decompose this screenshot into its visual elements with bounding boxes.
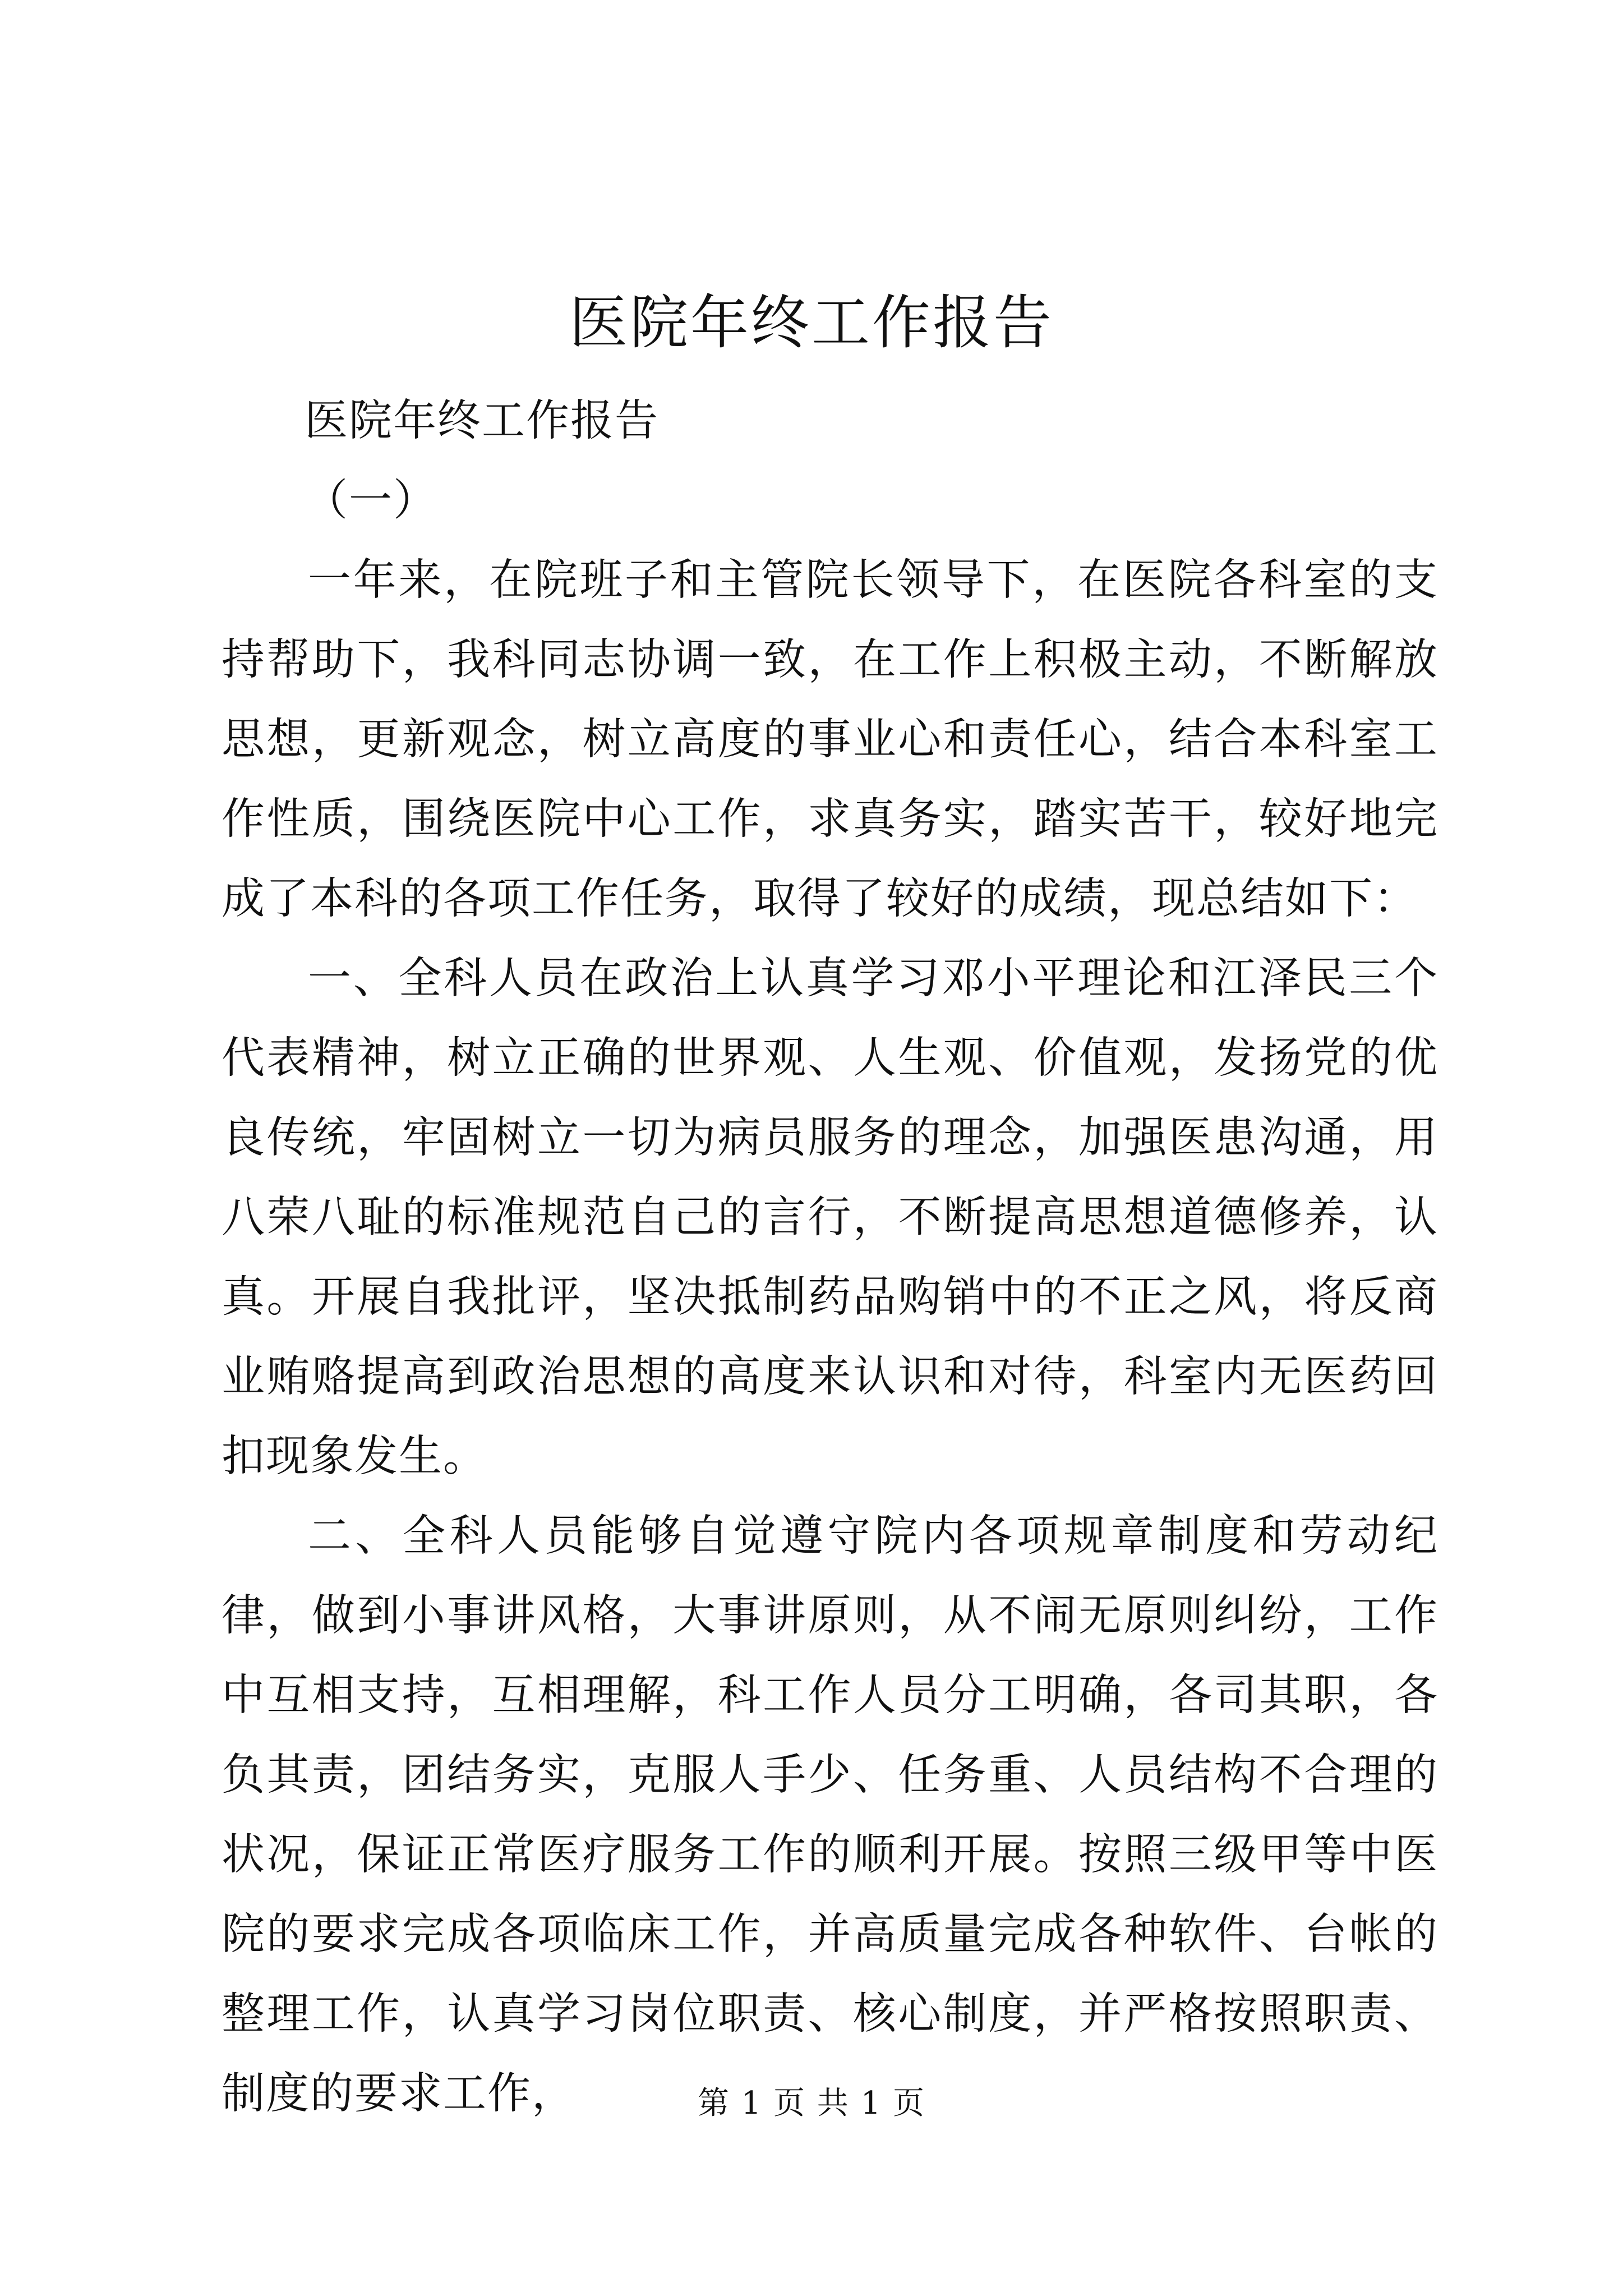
paragraph-intro: 一年来，在院班子和主管院长领导下，在医院各科室的支持帮助下，我科同志协调一致，在工作上积极主动，不断解放思想，更新观念，树立高度的事业心和责任心，结合本科室工作性质，围绕医院中心工作，求真务实，踏实苦干，较好地完成了本科的各项工作任务，取得了较好的成绩，现总结如下： <box>222 555 1438 924</box>
paragraph-discipline: 二、全科人员能够自觉遵守院内各项规章制度和劳动纪律，做到小事讲风格，大事讲原则，从不闹无原则纠纷，工作中互相支持，互相理解，科工作人员分工明确，各司其职，各负其责，团结务实，克服人手少、任务重、人员结构不合理的状况，保证正常医疗服务工作的顺利开展。按照三级甲等中医院的要求完成各项临床工作，并高质量完成各种软件、台帐的整理工作，认真学习岗位职责、核心制度，并严格按照职责、制度的要求工作， <box>222 1511 1438 2119</box>
paragraph-political-study: 一、全科人员在政治上认真学习邓小平理论和江泽民三个代表精神，树立正确的世界观、人生观、价值观，发扬党的优良传统，牢固树立一切为病员服务的理念，加强医患沟通，用八荣八耻的标准规范自己的言行，不断提高思想道德修养，认真。开展自我批评，坚决抵制药品购销中的不正之风，将反商业贿赂提高到政治思想的高度来认识和对待，科室内无医药回扣现象发生。 <box>222 954 1438 1481</box>
document-body <box>222 381 1438 2134</box>
page-number-footer: 第 1 页 共 1 页 <box>697 2085 926 2122</box>
section-marker: （一） <box>305 476 437 526</box>
document-subtitle: 医院年终工作报告 <box>305 396 659 446</box>
document-title: 医院年终工作报告 <box>569 288 1054 357</box>
